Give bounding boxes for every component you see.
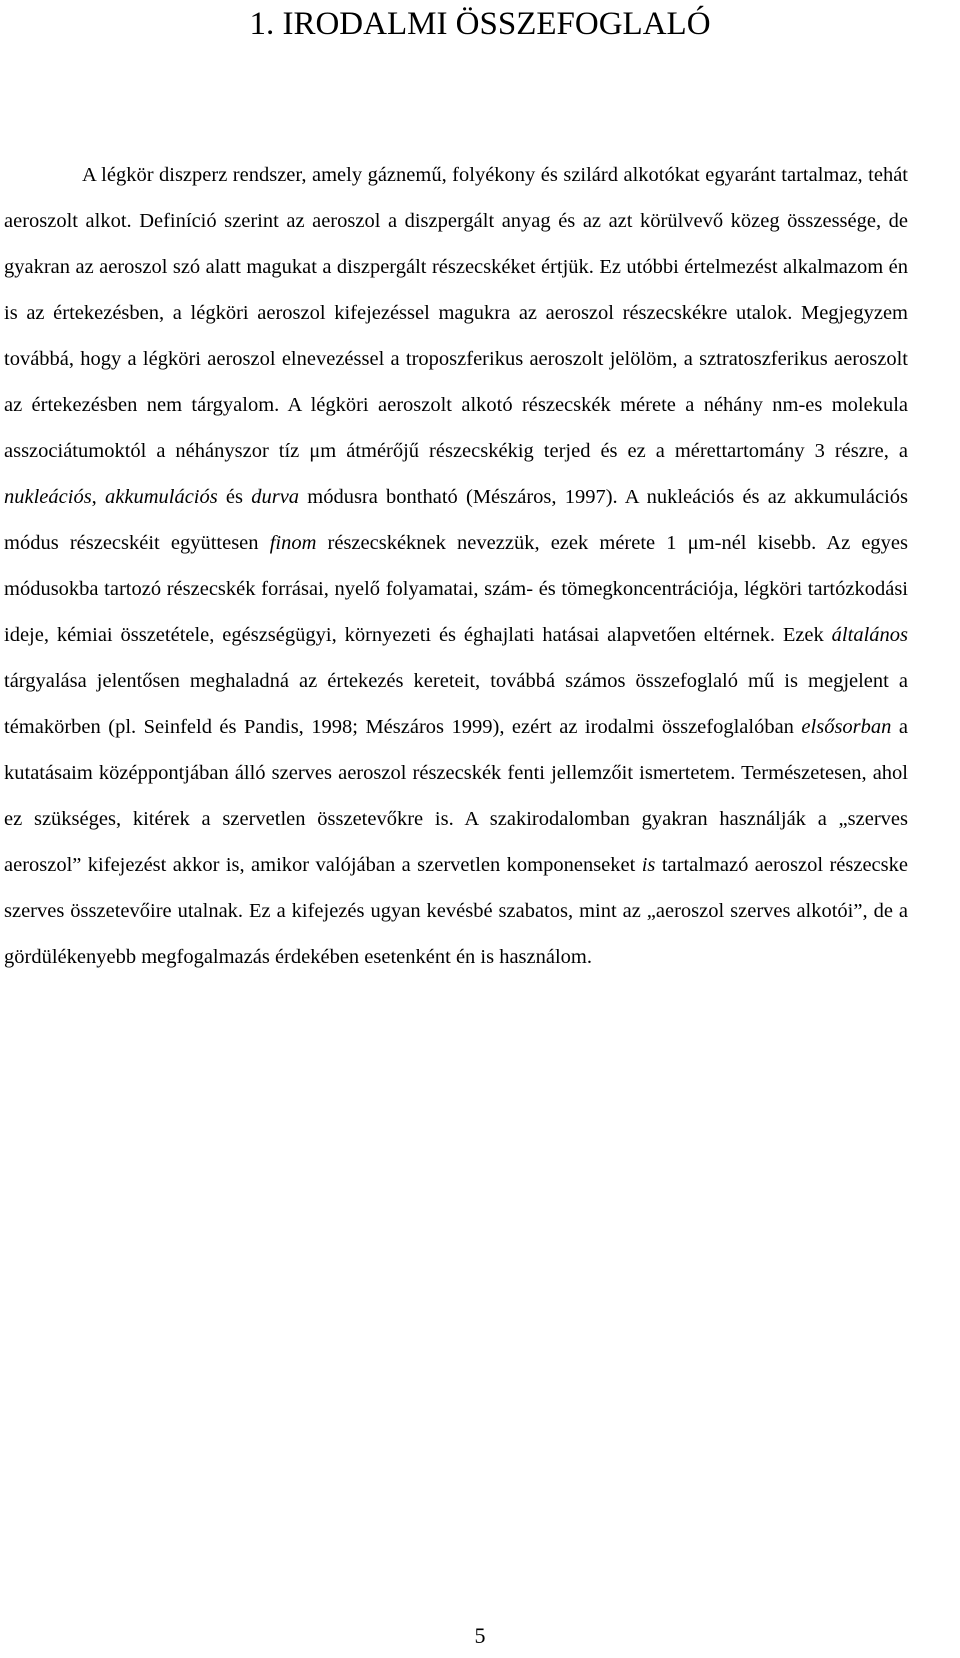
italic-term-fine: finom [269, 532, 317, 554]
italic-term-general: általános [831, 624, 908, 646]
text-run: , [91, 486, 105, 508]
text-run: részecskéknek nevezzük, ezek mérete 1 μm-nél kisebb. Az egyes módusokba tartozó részecskék forrásai, nyelő folyamatai, szám- és tömegkoncentrációja, légköri tartózkodási ideje, kémiai összetétele, egészségügyi, környezeti és éghajlati hatásai alapvetően eltérnek. Ezek [4, 532, 909, 646]
text-run: A légkör diszperz rendszer, amely gáznemű, folyékony és szilárd alkotókat egyaránt tartalmaz, tehát aeroszolt alkot. Definíció szerint az aeroszol a diszpergált anyag és az azt körülvevő közeg összessége, de gyakran az aeroszol szó alatt magukat a diszpergált részecskéket értjük. Ez utóbbi értelmezést alkalmazom én is az értekezésben, a légköri aeroszol kifejezéssel magukra az aeroszol részecskékre utalok. Megjegyzem továbbá, hogy a légköri aeroszol elnevezéssel a troposzferikus aeroszolt jelölöm, a sztratoszferikus aeroszolt az értekezésben nem tárgyalom. A légköri aeroszolt alkotó részecskék mérete a néhány nm-es molekula asszociátumoktól a néhányszor tíz μm átmérőjű részecskékig terjed és ez a mérettartomány 3 részre, a [4, 164, 908, 462]
italic-term-coarse: durva [251, 486, 300, 508]
text-run: módusra bontható (Mészáros, 1997). A nukleációs és az akkumulációs módus részecskéit együttesen [4, 486, 908, 554]
italic-term-primarily: elsősorban [801, 716, 892, 738]
chapter-heading: 1. IRODALMI ÖSSZEFOGLALÓ [249, 6, 711, 42]
italic-term-accumulation: akkumulációs [105, 486, 218, 508]
body-paragraph [4, 152, 908, 980]
text-run: tartalmazó aeroszol részecske szerves összetevőire utalnak. Ez a kifejezés ugyan kevésbé szabatos, mint az „aeroszol szerves alkotói”, de a gördülékenyebb megfogalmazás érdekében esetenként én is használom. [4, 854, 908, 968]
text-run: a kutatásaim középpontjában álló szerves aeroszol részecskék fenti jellemzőit ismertetem. Természetesen, ahol ez szükséges, kitérek a szervetlen összetevőkre is. A szakirodalomban gyakran használják a „szerves aeroszol” kifejezést akkor is, amikor valójában a szervetlen komponenseket [4, 716, 908, 876]
italic-term-also: is [641, 854, 656, 876]
italic-term-nucleation: nukleációs [4, 486, 92, 508]
page-number: 5 [474, 1623, 486, 1648]
text-run: tárgyalása jelentősen meghaladná az értekezés kereteit, továbbá számos összefoglaló mű is megjelent a témakörben (pl. Seinfeld és Pandis, 1998; Mészáros 1999), ezért az irodalmi összefoglalóban [4, 670, 908, 738]
text-run: és [217, 486, 252, 508]
